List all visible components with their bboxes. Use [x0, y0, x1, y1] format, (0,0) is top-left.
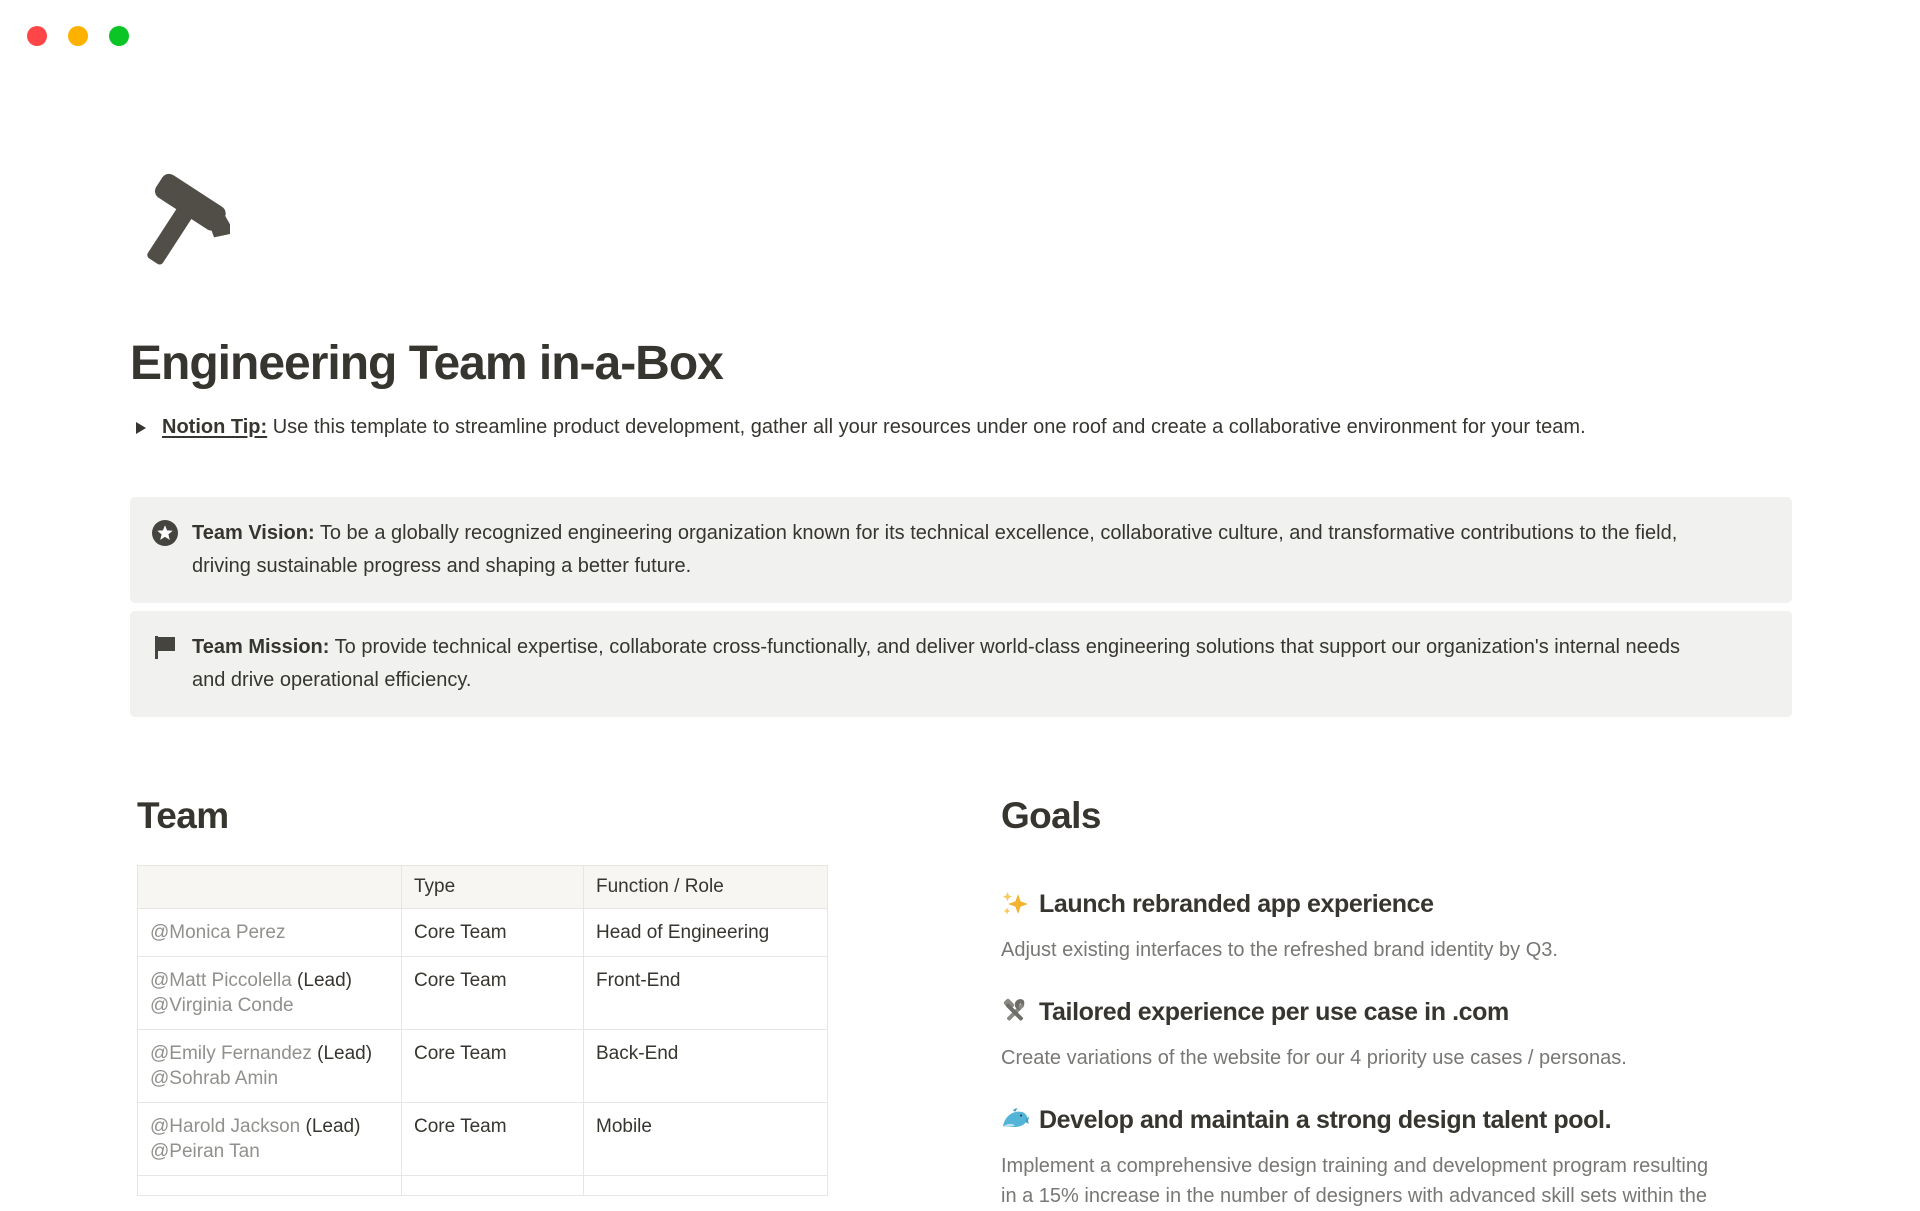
person-mention[interactable]: @Emily Fernandez: [150, 1043, 312, 1064]
team-table: [137, 865, 828, 1196]
notion-tip-text: [162, 414, 1586, 441]
person-mention[interactable]: @Peiran Tan: [150, 1141, 260, 1162]
goal-title: Launch rebranded app experience: [1039, 890, 1434, 918]
person-mention[interactable]: @Sohrab Amin: [150, 1068, 279, 1089]
header-members[interactable]: [138, 866, 402, 909]
table-row-partial[interactable]: [138, 1176, 828, 1196]
goal-title: Tailored experience per use case in .com: [1039, 998, 1509, 1026]
type-cell[interactable]: Core Team: [402, 1103, 584, 1176]
role-cell[interactable]: Mobile: [584, 1103, 828, 1176]
window-controls: [27, 26, 129, 46]
goal-description: Implement a comprehensive design training and development program resulting in a 15% increase in the number of designers with advanced skill sets within the: [1001, 1155, 1709, 1207]
header-type[interactable]: Type: [402, 866, 584, 909]
page-icon[interactable]: [130, 170, 230, 270]
toggle-arrow-icon: [136, 422, 146, 434]
team-mission-label: Team Mission:: [192, 636, 330, 658]
toggle-button[interactable]: [136, 414, 162, 439]
dolphin-icon: [1001, 1106, 1029, 1134]
hammer-wrench-icon: [1001, 998, 1029, 1026]
role-cell[interactable]: Back-End: [584, 1030, 828, 1103]
notion-tip-label: Notion Tip:: [162, 416, 268, 438]
table-row[interactable]: @Emily Fernandez (Lead) @Sohrab Amin Core Team Back-End: [138, 1030, 828, 1103]
close-window-button[interactable]: [27, 26, 47, 46]
goal-description: Create variations of the website for our 4 priority use cases / personas.: [1001, 1047, 1627, 1069]
goal-description: Adjust existing interfaces to the refreshed brand identity by Q3.: [1001, 939, 1558, 961]
goal-item: [1001, 995, 1726, 1073]
team-mission-body: To provide technical expertise, collaborate cross-functionally, and deliver world-class engineering solutions that support our organization's internal needs and drive operational efficiency.: [192, 636, 1680, 691]
goals-heading: Goals: [1001, 795, 1101, 836]
table-header-row: [138, 866, 828, 909]
star-circle-icon: [152, 520, 178, 546]
type-cell[interactable]: Core Team: [402, 957, 584, 1030]
page-title: Engineering Team in-a-Box: [130, 337, 723, 390]
role-cell[interactable]: Head of Engineering: [584, 909, 828, 957]
goal-title-row[interactable]: [1001, 1103, 1726, 1137]
team-heading: Team: [137, 795, 229, 836]
zoom-window-button[interactable]: [109, 26, 129, 46]
goal-item: [1001, 1103, 1726, 1211]
goal-title-row[interactable]: [1001, 887, 1726, 921]
team-vision-text: [192, 517, 1697, 583]
team-mission-text: [192, 631, 1697, 697]
goal-item: [1001, 887, 1726, 965]
person-mention[interactable]: @Harold Jackson: [150, 1116, 301, 1137]
team-vision-body: To be a globally recognized engineering organization known for its technical excellence, collaborative culture, and transformative contributions to the field, driving sustainable progress and shaping a better future.: [192, 522, 1678, 577]
notion-tip-body: Use this template to streamline product development, gather all your resources under one roof and create a collaborative environment for your team.: [272, 416, 1586, 438]
team-vision-label: Team Vision:: [192, 522, 315, 544]
hammer-icon: [130, 170, 230, 270]
goal-title: Develop and maintain a strong design talent pool.: [1039, 1106, 1612, 1134]
table-row[interactable]: @Harold Jackson (Lead) @Peiran Tan Core Team Mobile: [138, 1103, 828, 1176]
sparkles-icon: [1001, 890, 1029, 918]
notion-tip-block: [136, 414, 1796, 441]
role-cell[interactable]: Front-End: [584, 957, 828, 1030]
flag-icon: [152, 634, 178, 660]
minimize-window-button[interactable]: [68, 26, 88, 46]
goals-section: [1001, 795, 1726, 1211]
type-cell[interactable]: Core Team: [402, 909, 584, 957]
header-role[interactable]: Function / Role: [584, 866, 828, 909]
person-mention[interactable]: @Monica Perez: [150, 922, 286, 943]
team-mission-callout: [130, 611, 1792, 717]
team-vision-callout: [130, 497, 1792, 603]
type-cell[interactable]: Core Team: [402, 1030, 584, 1103]
table-row[interactable]: @Matt Piccolella (Lead) @Virginia Conde Core Team Front-End: [138, 957, 828, 1030]
person-mention[interactable]: @Virginia Conde: [150, 995, 294, 1016]
table-row[interactable]: [138, 909, 828, 957]
person-mention[interactable]: @Matt Piccolella: [150, 970, 292, 991]
team-section: [137, 795, 837, 1196]
goal-title-row[interactable]: [1001, 995, 1726, 1029]
